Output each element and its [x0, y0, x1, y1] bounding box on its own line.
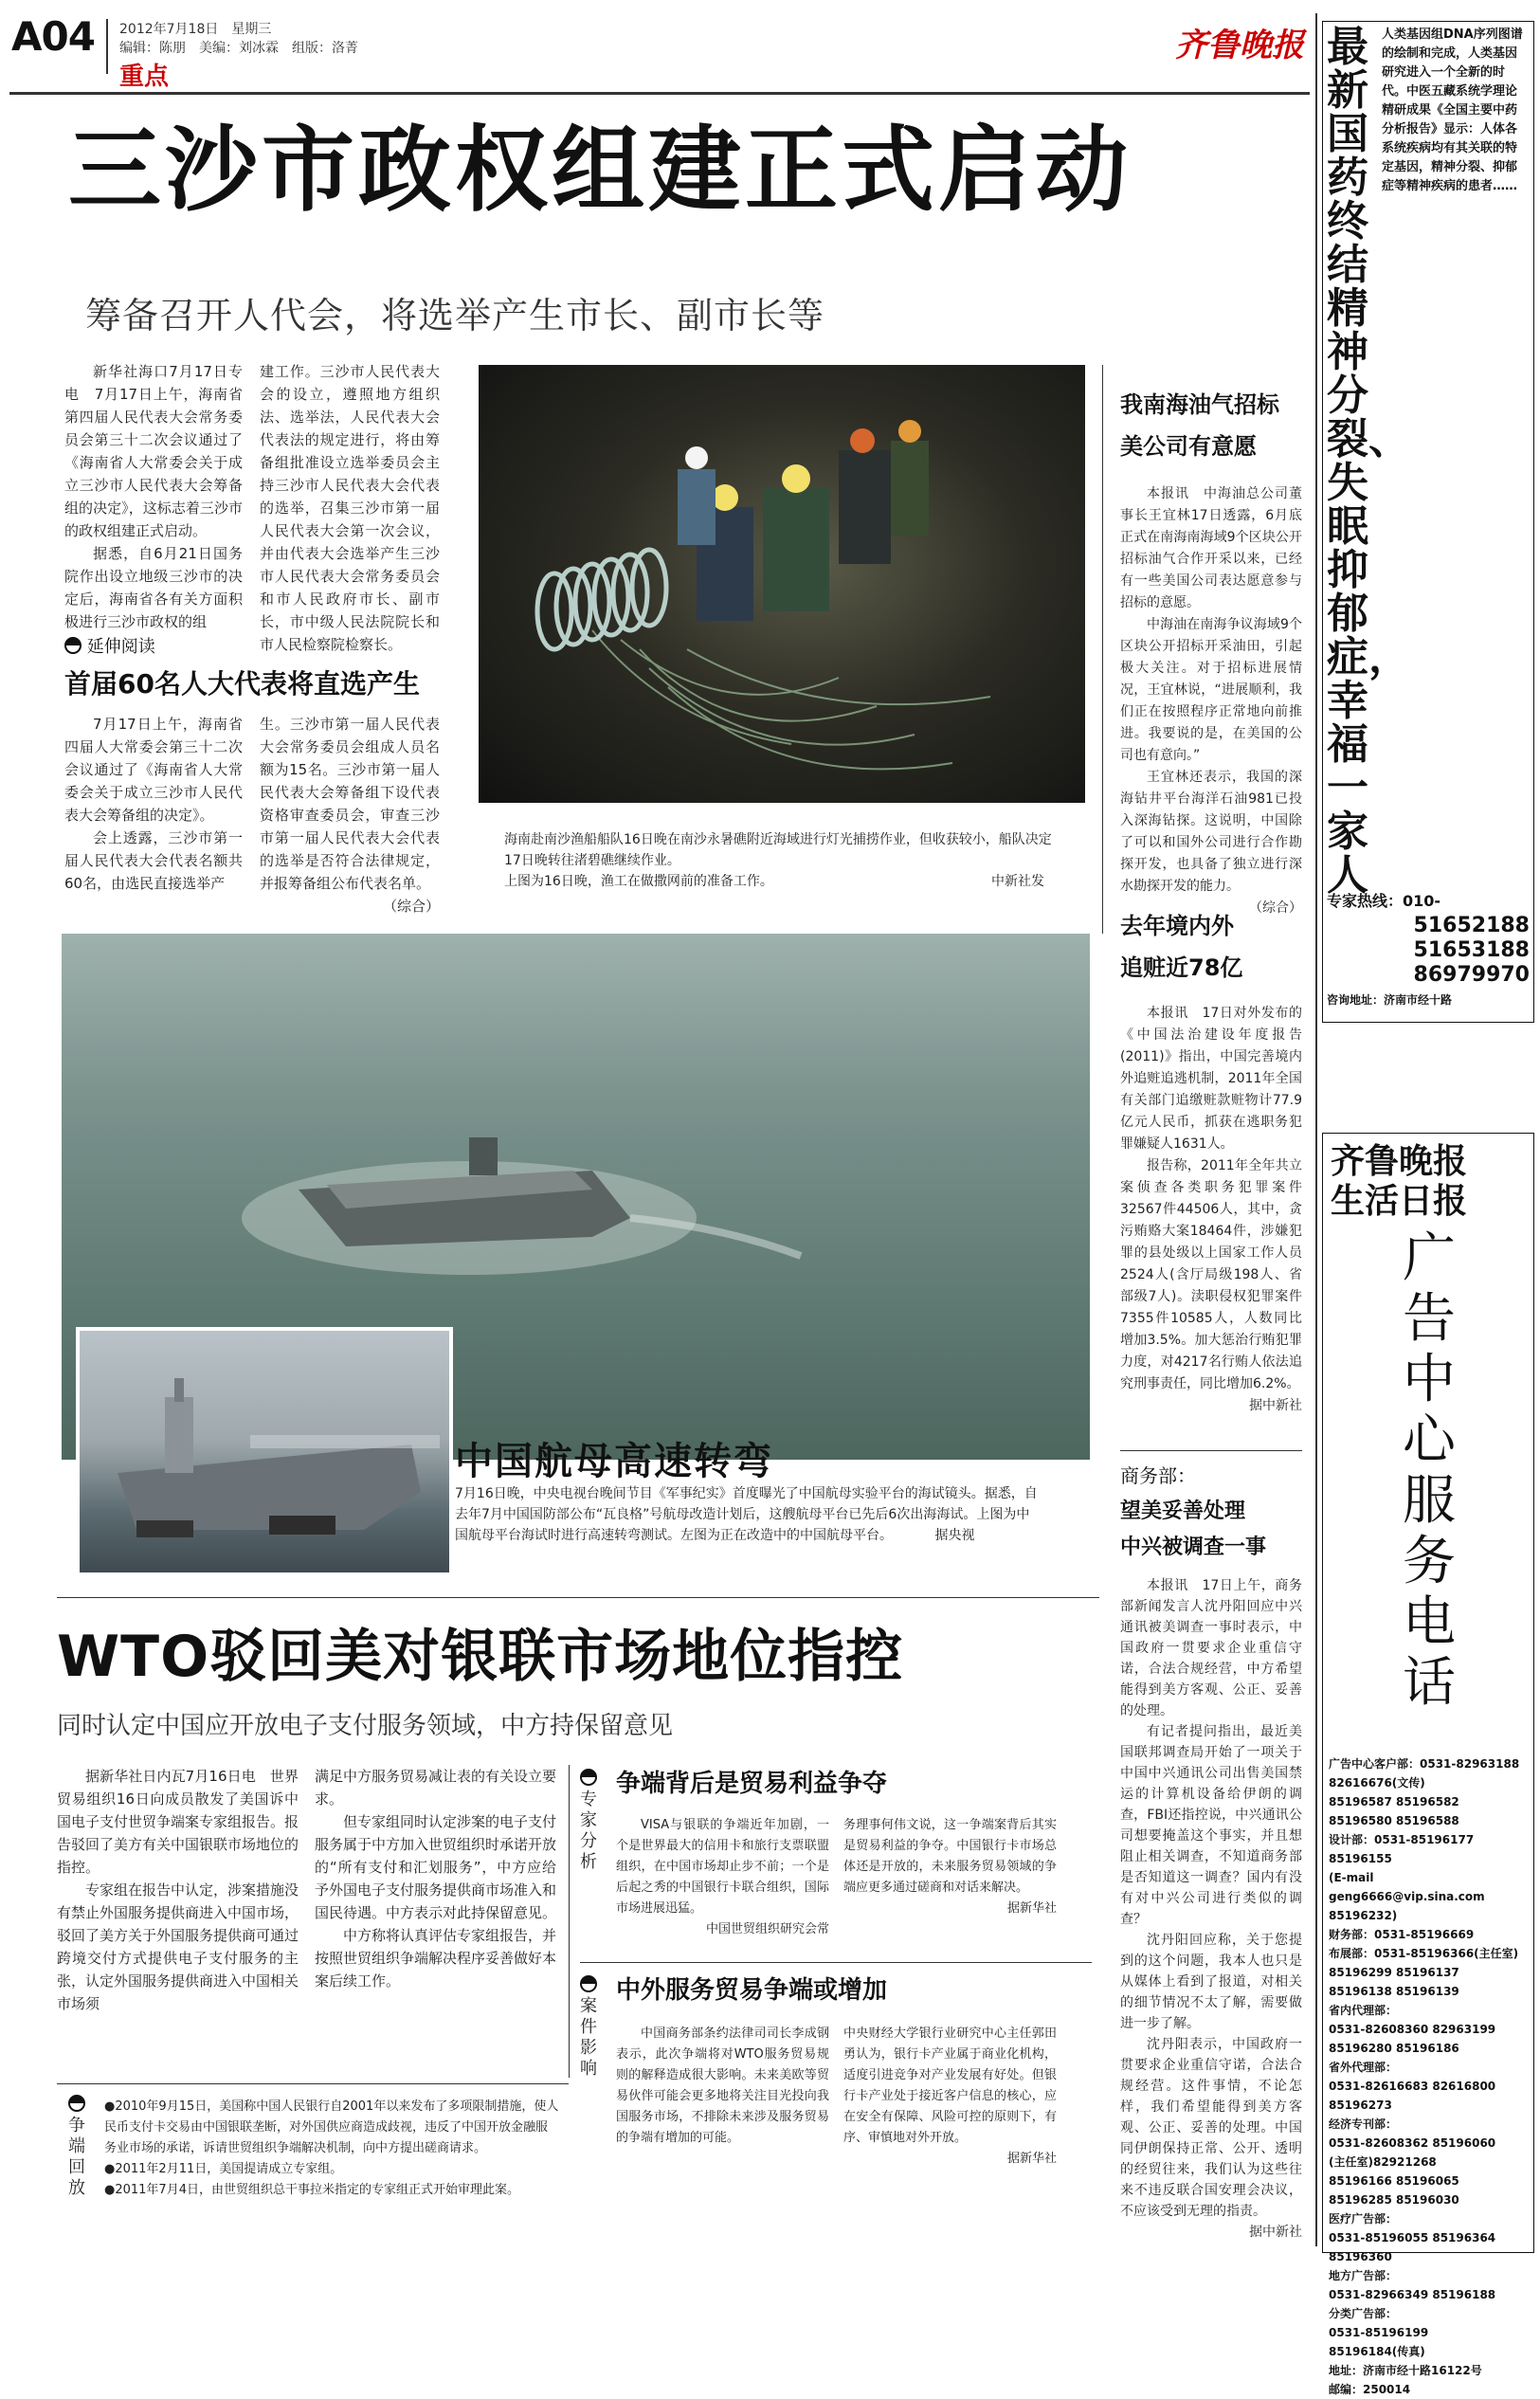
- right-col-story-1: 本报讯 中海油总公司董事长王宜林17日透露，6月底正式在南海南海域9个区块公开招标油气合作开采以来，已经有一些美国公司表达愿意参与招标的意愿。 中海油在南海争议海域9个区块公开招标开采油田，引起极大关注。对于招标进展情况，王宜林说，“进展顺利，我们正在按照程序正常地向前推进。我要说的是，在美国的公司也有意向。” 王宜林还表示，我国的深海钻井平台海洋石油981已投入深海钻探。这说明，中国除了可以和国外公司进行合作勘探开发，也具备了独立进行深水勘探开发的能力。 （综合）: [1120, 483, 1302, 919]
- extended-column-1: 7月17日上午，海南省四届人大常委会第三十二次会议通过了《海南省人大常委会关于成立三沙市人民代表大会筹备组的决定》。 会上透露，三沙市第一届人民代表大会代表名额共60名，由选民直接选举产: [64, 716, 243, 892]
- dispute-rule: [57, 2083, 569, 2084]
- carrier-headline: 中国航母高速转弯: [455, 1440, 773, 1483]
- half-circle-icon: [64, 637, 82, 654]
- net-coil-rings: [537, 550, 666, 649]
- story3-source: 据中新社: [1249, 2225, 1302, 2239]
- medicine-ad: [1322, 21, 1534, 1023]
- analysis-column-2: 务理事何伟文说，这一争端案背后其实是贸易利益的争夺。中国银行卡市场总体还是开放的，未来服务贸易领域的争端应更多通过磋商和对话来解决。 据新华社: [843, 1815, 1057, 1919]
- carrier-dock-illustration: [80, 1331, 449, 1572]
- lead-column-2: 建工作。三沙市人民代表大会的设立，遵照地方组织法、选举法，人民代表大会代表法的规定进行，将由筹备组批准设立选举委员会主持三沙市人民代表大会代表的选举，召集三沙市第一届人民代表大会第一次会议，并由代表大会选举产生三沙市人民代表大会常务委员会和市人民政府市长、副市长，市中级人民法院院长和市人民检察院检察长。: [260, 363, 440, 653]
- impact-headline: 中外服务贸易争端或增加: [616, 1976, 888, 2005]
- medicine-ad-text: 人类基因组DNA序列图谱的绘制和完成，人类基因研究进入一个全新的时代。中医五藏系统学理论精研成果《全国主要中药分析报告》显示：人体各系统疾病均有其关联的特定基因，精神分裂、抑郁症等精神疾病的患者……: [1382, 27, 1523, 193]
- ad-center-title: 广告中心服务电话: [1403, 1227, 1456, 1714]
- carrier-dock-photo: [76, 1327, 453, 1576]
- wto-column-2: 满足中方服务贸易减让表的有关设立要求。 但专家组同时认定涉案的电子支付服务属于中方加入世贸组织时承诺开放的“所有支付和汇划服务”，中方应给予外国电子支付服务提供商市场准入和国民待遇。中方表示对此持保留意见。 中方称将认真评估专家组报告，并按照世贸组织争端解决程序妥善做好本案后续工作。: [315, 1768, 557, 1990]
- extended-source: （综合）: [382, 898, 440, 915]
- analysis-headline: 争端背后是贸易利益争夺: [616, 1770, 888, 1798]
- wto-column-1: 据新华社日内瓦7月16日电 世界贸易组织16日向成员散发了美国诉中国电子支付世贸争端案专家组报告。报告驳回了美方有关中国银联市场地位的指控。 专家组在报告中认定，涉案措施没有禁止外国服务提供商进入中国市场，驳回了美方关于外国服务提供商可通过跨境交付方式提供电子支付服务的主张，认定外国服务提供商进入中国相关市场须: [57, 1768, 299, 2012]
- lead-subhead: 筹备召开人代会，将选举产生市长、副市长等: [85, 295, 825, 336]
- brand-logo: 齐鲁晚报: [1175, 27, 1304, 64]
- extended-headline: 首届60名人大代表将直选产生: [64, 668, 420, 700]
- impact-column-2: 中央财经大学银行业研究中心主任郭田勇认为，银行卡产业属于商业化机构，适度引进竞争对产业发展有好处。但银行卡产业处于接近客户信息的核心，应在安全有保障、风险可控的原则下，有序、审慎地对外开放。 据新华社: [843, 2024, 1057, 2170]
- ad-center-contacts: 广告中心客户部：0531-82963188 82616676(文传) 85196587 85196582 85196580 85196588 设计部：0531-85196177 85196155 (E-mail geng6666@vip.sina.com 85196232) 财务部：0531-85196669 布展部：0531-85196366(主任室) 85196299 85196137 85196138 85196139 省内代理部： 0531-82608360 82963199 85196280 85196186 省外代理部： 0531-82616683 82616800 85196273 经济专刊部： 0531-82608362 85196060 (主任室)82921268 85196166 85196065 85196285 85196030 医疗广告部： 0531-85196055 85196364 85196360 地方广告部： 0531-82966349 85196188 分类广告部： 0531-85196199 85196184(传真) 地址：济南市经十路16122号 邮编：250014: [1329, 1757, 1520, 2396]
- header-rule: [9, 92, 1310, 95]
- dispute-replay-tag: 争端回放: [68, 2095, 89, 2199]
- impact-column-1: 中国商务部条约法律司司长李成钢表示，此次争端将对WTO服务贸易规则的解释造成很大影响。未来美欧等贸易伙伴可能会更多地将关注目光投向我国服务市场，不排除未来涉及服务贸易的争端有增加的可能。: [616, 2026, 829, 2145]
- photo1-credit: 中新社发: [991, 874, 1044, 889]
- extended-column-2: 生。三沙市第一届人民代表大会常务委员会组成人员名额为15名。三沙市第一届人民代表大会筹备组下设代表资格审查委员会，审查三沙市第一届人民代表大会代表的选举是否符合法律规定，并报筹备组公布代表名单。 （综合）: [260, 713, 440, 918]
- carrier-credit: 据央视: [934, 1528, 975, 1543]
- wto-divider: [569, 1765, 570, 2078]
- lead-column-1: 新华社海口7月17日专电 7月17日上午，海南省第四届人民代表大会常务委员会第三十二次会议通过了《海南省人大常委会关于成立三沙市人民代表大会筹备组的决定》，这标志着三沙市的政权组建正式启动。 据悉，自6月21日国务院作出设立地级三沙市的决定后，海南省各有关方面积极进行三沙市政权的组: [64, 363, 243, 630]
- fishing-crew-photo: [479, 365, 1085, 803]
- wto-headline: WTO驳回美对银联市场地位指控: [57, 1624, 904, 1690]
- dispute-timeline: [104, 2097, 559, 2201]
- right-col-rule: [1120, 1450, 1302, 1451]
- timeline-item: ●2011年7月4日，由世贸组织总干事拉米指定的专家组正式开始审理此案。: [104, 2183, 519, 2197]
- case-impact-tag: 案件影响: [580, 1975, 601, 2080]
- page-number: A04: [11, 13, 95, 60]
- right-col-story-3: 本报讯 17日上午，商务部新闻发言人沈丹阳回应中兴通讯被美调查一事时表示，中国政府一贯要求企业重信守诺，合法合规经营，中方希望能得到美方客观、公正、妥善的处理。 有记者提问指出，最近美国联邦调查局开始了一项关于中国中兴通讯公司出售美国禁运的计算机设备给伊朗的调查，FBI还指控说，中兴通讯公司想要掩盖这个事实，并且想阻止相关调查，不知道商务部是否知道这一调查？国内有没有对中兴公司进行类似的调查？ 沈丹阳回应称，关于您提到的这个问题，我本人也只是从媒体上看到了报道，对相关的细节情况不太了解，需要做进一步了解。 沈丹阳表示，中国政府一贯要求企业重信守诺，合法合规经营。这件事情，不论怎样，我们希望能得到美方客观、公正、妥善的处理。中国同伊朗保持正常、公开、透明的经贸往来，我们认为这些往来不违反联合国安理会决议，不应该受到无理的指责。 据中新社: [1120, 1575, 1302, 2239]
- wto-subhead: 同时认定中国应开放电子支付服务领域，中方持保留意见: [57, 1712, 674, 1740]
- right-col-headline-3: 商务部： 望美妥善处理 中兴被调查一事: [1120, 1464, 1267, 1559]
- column-divider: [1102, 365, 1103, 934]
- half-circle-icon: [580, 1975, 597, 1992]
- medicine-ad-phones: 专家热线：010- 51652188 51653188 86979970 咨询地址：济南市经十路: [1327, 892, 1530, 1007]
- right-col-story-2: 本报讯 17日对外发布的《中国法治建设年度报告(2011)》指出，中国完善境内外追赃追逃机制，2011年全国有关部门追缴赃款赃物计77.9亿元人民币，抓获在逃职务犯罪嫌疑人1631人。 报告称，2011年全年共立案侦查各类职务犯罪案件32567件44506人，其中，贪污贿赂大案18464件，涉嫌犯罪的县处级以上国家工作人员2524人(含厅局级198人、省部级7人)。渎职侵权犯罪案件7355件10585人，人数同比增加3.5%。加大惩治行贿犯罪力度，对4217名行贿人依法追究刑事责任，同比增加6.2%。 据中新社: [1120, 1003, 1302, 1417]
- right-col-headline-2: 去年境内外 追赃近78亿: [1120, 913, 1243, 981]
- analysis-source-1: 中国世贸组织研究会常: [705, 1922, 829, 1936]
- ad-center-box: [1322, 1133, 1534, 2396]
- story1-source: （综合）: [1249, 900, 1302, 916]
- half-circle-icon: [68, 2095, 85, 2112]
- analysis-column-1: VISA与银联的争端近年加剧，一个是世界最大的信用卡和旅行支票联盟组织，在中国市场却止步不前；一个是后起之秀的中国银行卡联合组织，国际市场进展迅猛。 中国世贸组织研究会常: [616, 1815, 829, 1940]
- timeline-item: ●2011年2月11日，美国提请成立专家组。: [104, 2162, 343, 2176]
- timeline-item: ●2010年9月15日，美国称中国人民银行自2001年以来发布了多项限制措施，使人民币支付卡交易由中国银联垄断，对外国供应商造成歧视，违反了中国开放金融服务业市场的承诺，诉请世贸组织争端解决机制，向中方提出磋商请求。: [104, 2099, 559, 2155]
- extended-reading-tag: 延伸阅读: [64, 633, 155, 658]
- analysis-source-2: 据新华社: [1006, 1901, 1057, 1916]
- photo1-caption: 海南赴南沙渔船船队16日晚在南沙永暑礁附近海域进行灯光捕捞作业，但收获较小，船队决定17日晚转往渚碧礁继续作业。 上图为16日晚，渔工在做撒网前的准备工作。 中新社发: [504, 829, 1063, 892]
- story2-source: 据中新社: [1249, 1398, 1302, 1413]
- carrier-caption: 7月16日晚，中央电视台晚间节目《军事纪实》首度曝光了中国航母实验平台的海试镜头。据悉，自去年7月中国国防部公布“瓦良格”号航母改造计划后，这艘航母平台已先后6次出海海试。上图为中国航母平台海试时进行高速转弯测试。左图为正在改造中的中国航母平台。 据央视: [455, 1486, 1038, 1543]
- medicine-ad-title: 最新国药终结精神分裂、失眠抑郁症，幸福一家人: [1327, 23, 1410, 900]
- ad-strip-border: [1315, 13, 1317, 2246]
- expert-analysis-tag: 专家分析: [580, 1769, 601, 1873]
- section-title: 重点: [119, 63, 170, 91]
- lead-headline: 三沙市政权组建正式启动: [68, 117, 1132, 225]
- editor-line: 编辑：陈朋 美编：刘冰霖 组版：洛菁: [119, 41, 358, 56]
- half-circle-icon: [580, 1769, 597, 1786]
- right-col-headline-1: 我南海油气招标 美公司有意愿: [1120, 391, 1279, 460]
- section-rule: [57, 1597, 1099, 1598]
- date-line: 2012年7月18日 星期三: [119, 22, 272, 37]
- workers-silhouettes: [678, 420, 929, 621]
- ad-center-brands: 齐鲁晚报 生活日报: [1331, 1141, 1468, 1221]
- impact-source: 据新华社: [1006, 2152, 1057, 2166]
- header-divider: [106, 19, 108, 74]
- analysis-rule: [580, 1962, 1092, 1963]
- fishing-scene-illustration: [479, 365, 1085, 803]
